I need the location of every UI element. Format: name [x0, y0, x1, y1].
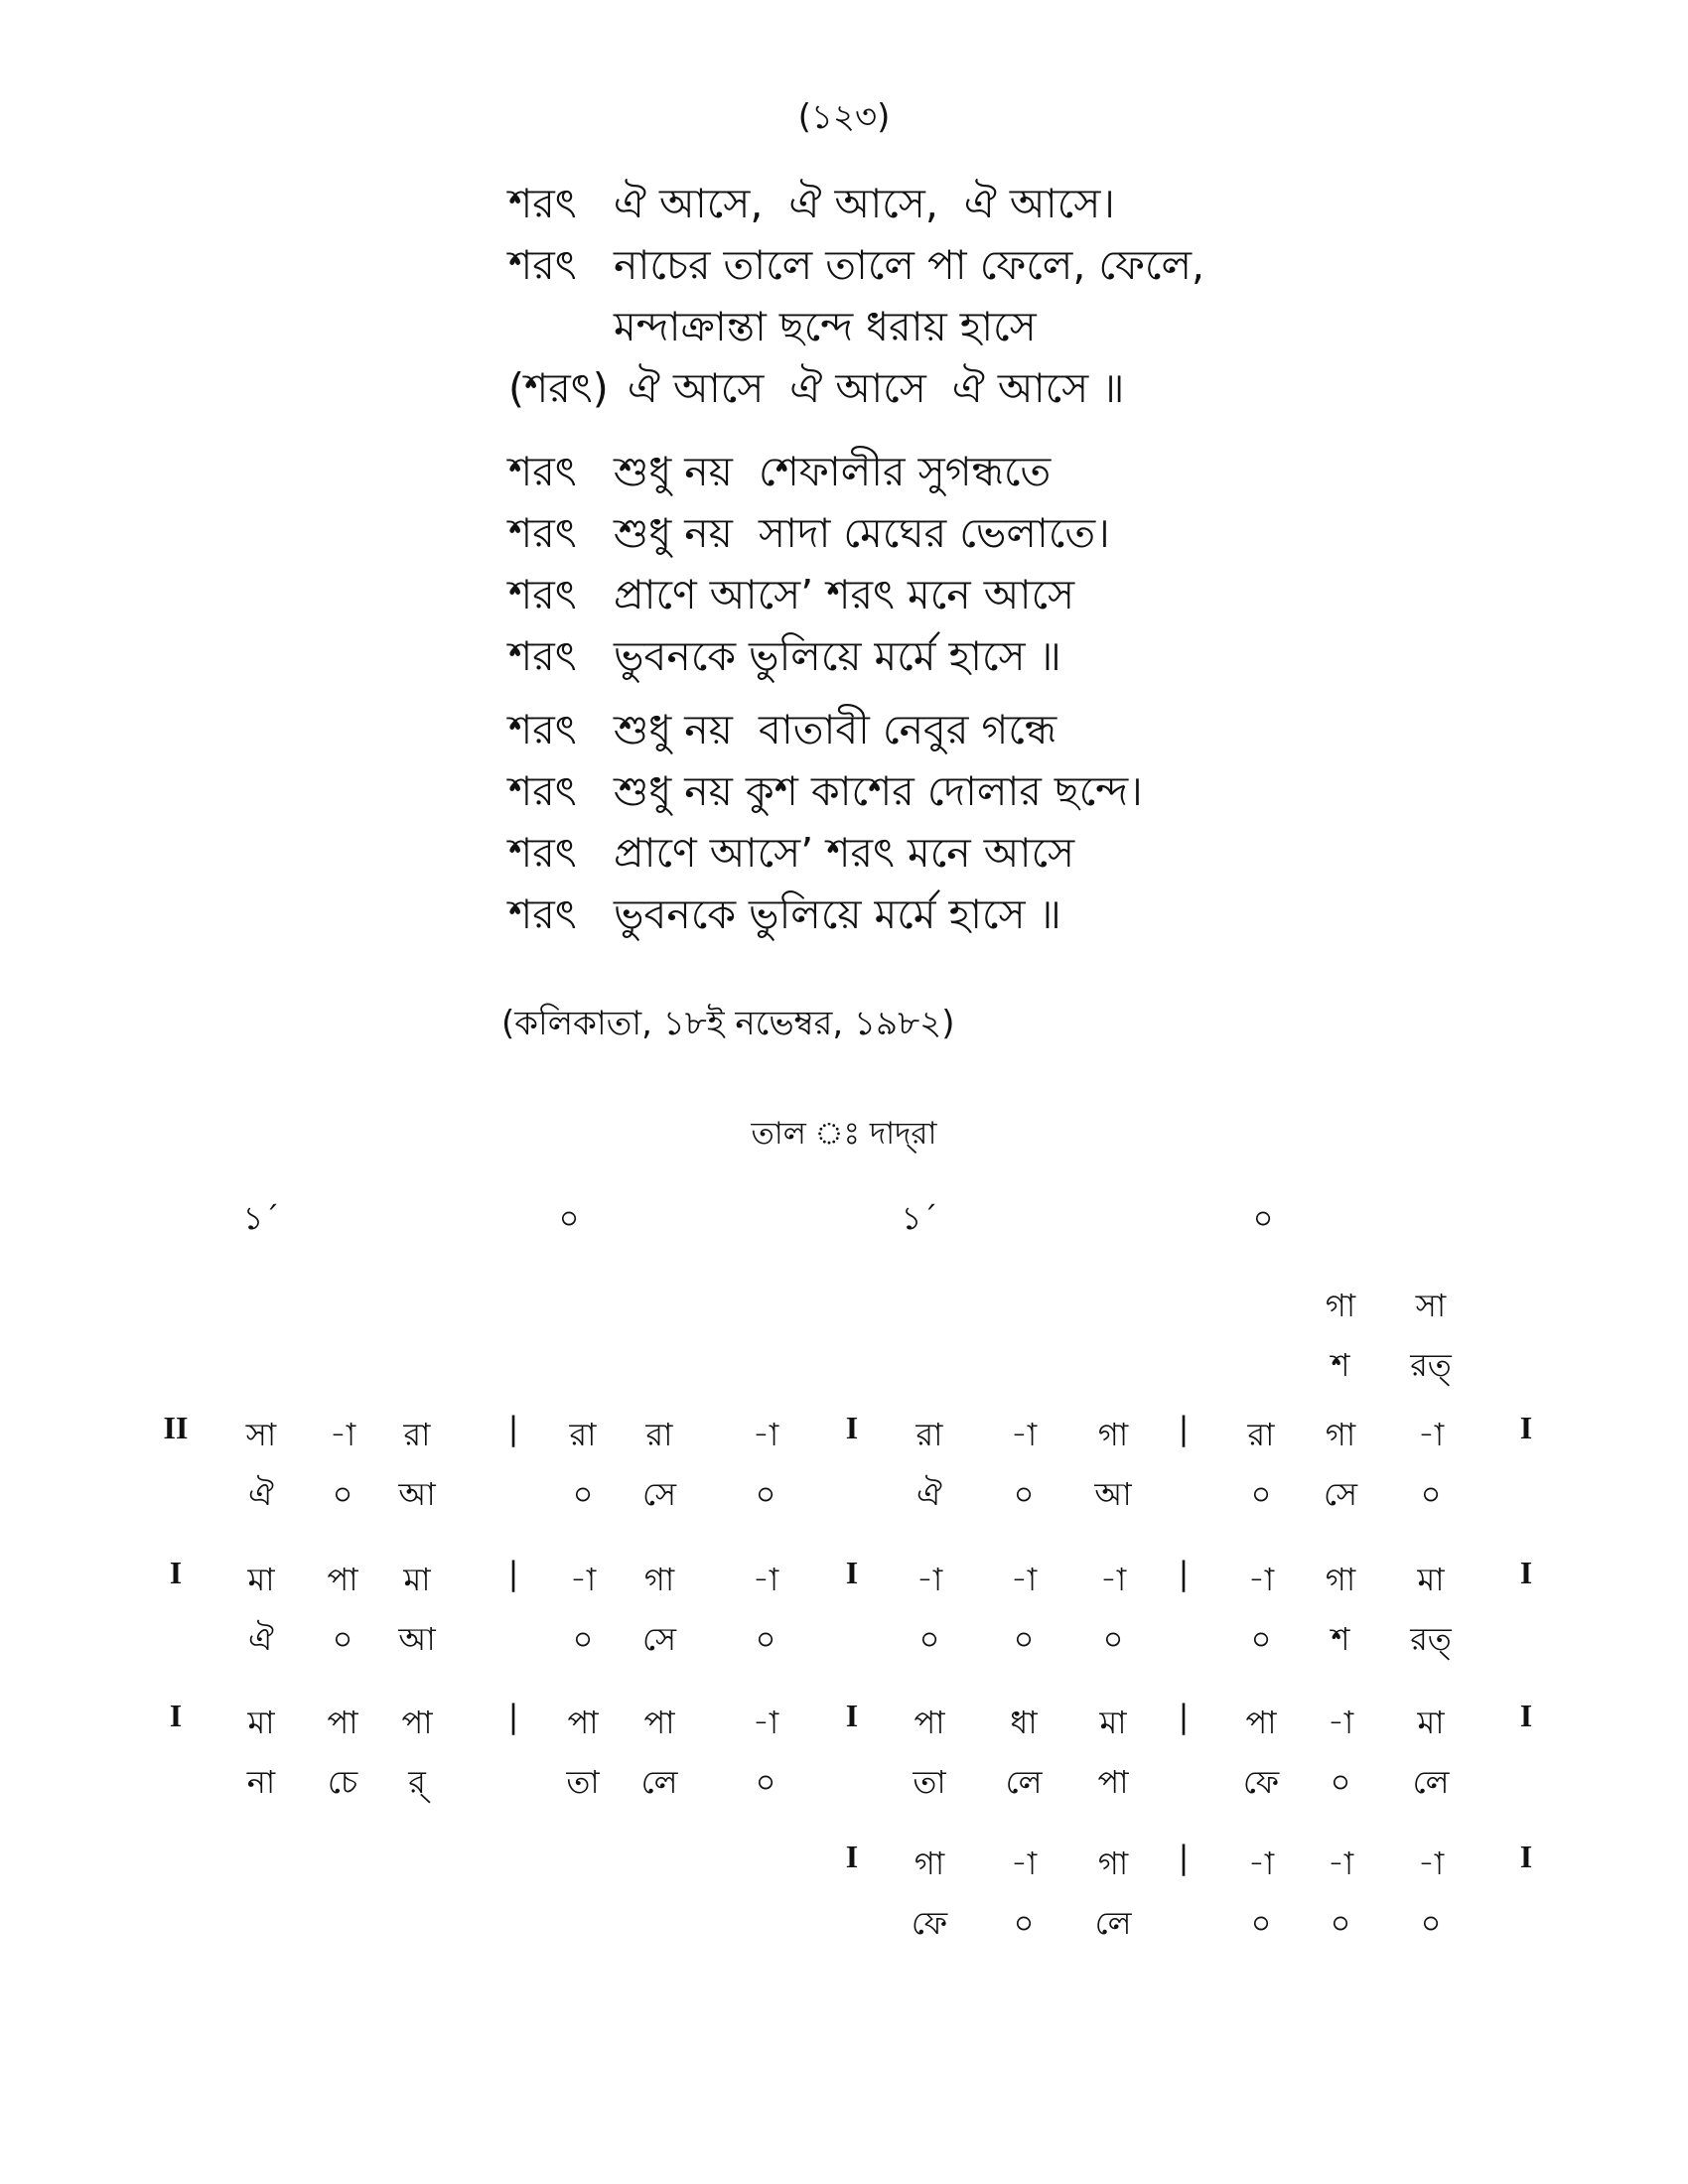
lyric-lead-word: শরৎ [508, 890, 577, 938]
beat-divider: | [507, 1698, 519, 1735]
note-lyric: ০ [1102, 1620, 1124, 1658]
beat-mark: ১´ [242, 1199, 280, 1237]
lyric-lead-word: শরৎ [508, 632, 577, 680]
swara-note: -া [1010, 1844, 1038, 1882]
bar-end: I [1519, 1698, 1533, 1733]
lyric-line: ঐ আসে, ঐ আসে, ঐ আসে। [614, 180, 1115, 227]
bar-start: I [169, 1555, 183, 1590]
swara-note: পা [567, 1704, 599, 1741]
swara-note: -া [1417, 1844, 1445, 1882]
swara-note: মা [1417, 1704, 1445, 1741]
swara-note: -া [915, 1561, 943, 1598]
swara-note: পা [327, 1561, 358, 1598]
swara-note: -া [1327, 1844, 1354, 1882]
note-lyric: ফে [1242, 1763, 1280, 1801]
note-lyric: ০ [572, 1620, 594, 1658]
swara-note: গা [1325, 1561, 1356, 1598]
note-lyric: ০ [755, 1475, 776, 1513]
bar-end: I [1519, 1839, 1533, 1874]
note-lyric: ঐ [248, 1475, 274, 1513]
note-lyric: ০ [332, 1475, 353, 1513]
lyric-lead-word: শরৎ [508, 706, 577, 753]
swara-note: পা [914, 1704, 945, 1741]
beat-mark: ১´ [901, 1199, 938, 1237]
note-lyric: ০ [1013, 1475, 1035, 1513]
bar-mid: I [845, 1555, 859, 1590]
note-lyric: ০ [1330, 1904, 1351, 1942]
bar-start: I [169, 1698, 183, 1733]
bar-mid: I [845, 1839, 859, 1874]
beat-divider: | [1178, 1410, 1190, 1447]
swara-note: পা [643, 1704, 675, 1741]
note-lyric: ০ [1250, 1904, 1272, 1942]
swara-note: রা [915, 1416, 943, 1453]
lyric-lead-word: (শরৎ) [508, 364, 609, 412]
bar-end: I [1519, 1410, 1533, 1445]
swara-note: -া [569, 1561, 597, 1598]
composition-note: (কলিকাতা, ১৮ই নভেম্বর, ১৯৮২) [501, 1004, 955, 1043]
note-lyric: আ [1094, 1475, 1132, 1513]
note-lyric: ০ [1013, 1904, 1035, 1942]
swara-note: গা [643, 1561, 675, 1598]
swara-note: মা [403, 1561, 431, 1598]
lyric-line: ভুবনকে ভুলিয়ে মর্মে হাসে ॥ [614, 632, 1061, 680]
beat-mark: ০ [1252, 1199, 1274, 1237]
pickup-swara: সা [1415, 1287, 1447, 1324]
lyric-line: প্রাণে আসে’ শরৎ মনে আসে [614, 571, 1075, 618]
swara-note: মা [247, 1561, 275, 1598]
swara-note: রা [569, 1416, 597, 1453]
bar-mid: I [845, 1410, 859, 1445]
lyric-lead-word: শরৎ [508, 571, 577, 618]
note-lyric: না [246, 1763, 276, 1801]
note-lyric: ঐ [916, 1475, 942, 1513]
beat-divider: | [507, 1410, 519, 1447]
bar-end: I [1519, 1555, 1533, 1590]
swara-note: -া [1417, 1416, 1445, 1453]
bar-start: II [163, 1410, 189, 1445]
swara-note: -া [1010, 1561, 1038, 1598]
lyric-line: মন্দাক্রান্তা ছন্দে ধরায় হাসে [614, 303, 1037, 350]
swara-note: পা [1245, 1704, 1277, 1741]
swara-note: -া [752, 1704, 779, 1741]
swara-note: -া [752, 1416, 779, 1453]
note-lyric: ০ [1013, 1620, 1035, 1658]
note-lyric: শ [1331, 1620, 1350, 1658]
swara-note: -া [752, 1561, 779, 1598]
swara-note: ধা [1010, 1704, 1038, 1741]
lyric-line: শুধু নয় সাদা মেঘের ভেলাতে। [614, 509, 1110, 557]
pickup-lyric: রত্‌ [1410, 1346, 1452, 1384]
note-lyric: সে [641, 1620, 677, 1658]
beat-divider: | [1178, 1839, 1190, 1876]
lyric-lead-word: শরৎ [508, 180, 577, 227]
note-lyric: পা [1097, 1763, 1129, 1801]
note-lyric: ০ [918, 1620, 940, 1658]
swara-note: -া [329, 1416, 356, 1453]
note-lyric: লে [1094, 1904, 1132, 1942]
note-lyric: ফে [911, 1904, 948, 1942]
lyric-line: ঐ আসে ঐ আসে ঐ আসে ॥ [628, 364, 1125, 412]
note-lyric: রত্‌ [1410, 1620, 1452, 1658]
swara-note: -া [1327, 1704, 1354, 1741]
lyric-lead-word: শরৎ [508, 509, 577, 557]
swara-note: -া [1099, 1561, 1127, 1598]
pickup-swara: গা [1325, 1287, 1356, 1324]
beat-divider: | [507, 1555, 519, 1592]
swara-note: সা [245, 1416, 277, 1453]
lyric-line: শুধু নয় শেফালীর সুগন্ধতে [614, 448, 1052, 495]
bar-mid: I [845, 1698, 859, 1733]
note-lyric: লে [640, 1763, 678, 1801]
note-lyric: ০ [572, 1475, 594, 1513]
swara-note: মা [1417, 1561, 1445, 1598]
note-lyric: র্‌ [408, 1763, 426, 1801]
page-number: (১২৩) [797, 97, 891, 137]
swara-note: রা [645, 1416, 673, 1453]
swara-note: গা [914, 1844, 945, 1882]
swara-note: গা [1097, 1844, 1129, 1882]
lyric-line: শুধু নয় কুশ কাশের দোলার ছন্দে। [614, 767, 1143, 815]
note-lyric: ০ [755, 1620, 776, 1658]
note-lyric: আ [398, 1620, 436, 1658]
lyric-line: প্রাণে আসে’ শরৎ মনে আসে [614, 829, 1075, 877]
lyric-lead-word: শরৎ [508, 448, 577, 495]
note-lyric: ০ [1420, 1475, 1442, 1513]
note-lyric: ঐ [248, 1620, 274, 1658]
note-lyric: লে [1412, 1763, 1450, 1801]
note-lyric: লে [1005, 1763, 1043, 1801]
note-lyric: আ [398, 1475, 436, 1513]
lyric-lead-word: শরৎ [508, 241, 577, 289]
note-lyric: সে [1323, 1475, 1358, 1513]
swara-note: -া [1247, 1561, 1275, 1598]
note-lyric: সে [641, 1475, 677, 1513]
swara-note: রা [1247, 1416, 1275, 1453]
note-lyric: তা [913, 1763, 946, 1801]
lyric-line: নাচের তালে তালে পা ফেলে, ফেলে, [614, 241, 1205, 289]
swara-note: মা [247, 1704, 275, 1741]
note-lyric: তা [566, 1763, 600, 1801]
lyric-line: ভুবনকে ভুলিয়ে মর্মে হাসে ॥ [614, 890, 1061, 938]
swara-note: পা [327, 1704, 358, 1741]
lyric-line: শুধু নয় বাতাবী নেবুর গন্ধে [614, 706, 1057, 753]
tala-heading: তাল ঃ দাদ্‌রা [751, 1116, 937, 1152]
note-lyric: ০ [332, 1620, 353, 1658]
swara-note: গা [1325, 1416, 1356, 1453]
beat-divider: | [1178, 1555, 1190, 1592]
note-lyric: ০ [1250, 1620, 1272, 1658]
note-lyric: ০ [1250, 1475, 1272, 1513]
beat-divider: | [1178, 1698, 1190, 1735]
note-lyric: ০ [1420, 1904, 1442, 1942]
pickup-lyric: শ [1331, 1346, 1350, 1384]
swara-note: গা [1097, 1416, 1129, 1453]
beat-mark: ০ [558, 1199, 580, 1237]
swara-note: মা [1099, 1704, 1127, 1741]
swara-note: -া [1247, 1844, 1275, 1882]
note-lyric: ০ [1330, 1763, 1351, 1801]
swara-note: -া [1010, 1416, 1038, 1453]
note-lyric: ০ [755, 1763, 776, 1801]
note-lyric: চে [327, 1763, 358, 1801]
lyric-lead-word: শরৎ [508, 767, 577, 815]
swara-note: পা [401, 1704, 433, 1741]
swara-note: রা [403, 1416, 431, 1453]
lyric-lead-word: শরৎ [508, 829, 577, 877]
